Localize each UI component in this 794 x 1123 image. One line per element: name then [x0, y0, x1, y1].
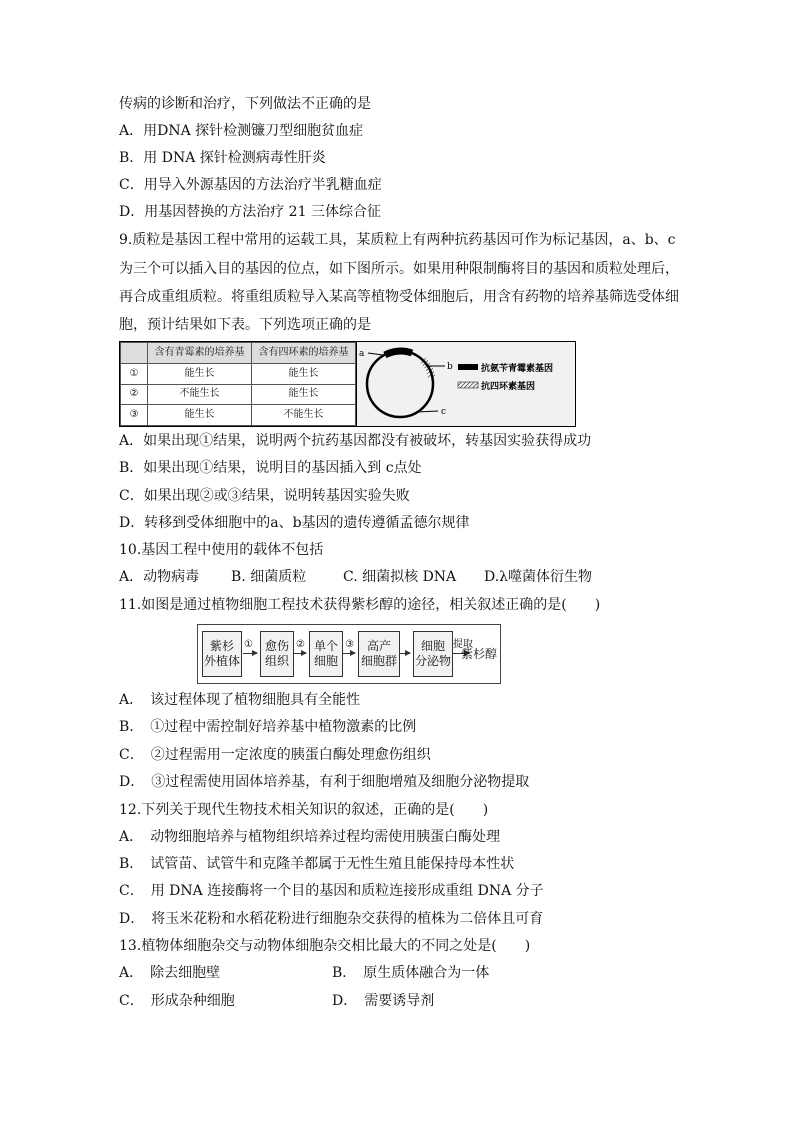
flow-node-cell-population: 高产 细胞群 [358, 631, 400, 677]
flow-node-single-cell: 单个 细胞 [309, 631, 343, 677]
q11-stem: 11.如图是通过植物细胞工程技术获得紫杉醇的途径，相关叙述正确的是( ) [119, 597, 601, 613]
q13-option-a: A． 除去细胞壁 [119, 965, 221, 981]
q8-option-b: B．用 DNA 探针检测病毒性肝炎 [119, 150, 326, 166]
flow-node-explant: 紫杉 外植体 [202, 631, 242, 677]
tet-gene-segment [423, 360, 432, 378]
flow-extract-label: 提取 [453, 639, 473, 650]
table-cell: ② [121, 384, 148, 405]
legend-tet-swatch [458, 382, 478, 388]
site-a-label: a [359, 349, 365, 359]
table-cell: 不能生长 [252, 405, 356, 426]
q8-stem: 传病的诊断和治疗，下列做法不正确的是 [119, 96, 371, 112]
flow-node-secretion: 细胞 分泌物 [413, 631, 453, 677]
plasmid-diagram [357, 342, 575, 426]
flow-arrow [294, 653, 306, 654]
legend-amp-label: 抗氨苄青霉素基因 [481, 364, 554, 374]
q9-stem-line: 胞，预计结果如下表。下列选项正确的是 [119, 317, 371, 333]
q9-option-a: A．如果出现①结果，说明两个抗药基因都没有被破坏，转基因实验获得成功 [119, 433, 592, 449]
flow-arrow [343, 653, 355, 654]
flow-step-2: ② [296, 639, 305, 650]
table-cell: 能生长 [252, 384, 356, 405]
q9-stem-line: 再合成重组质粒。将重组质粒导入某高等植物受体细胞后，用含有药物的培养基筛选受体细 [119, 289, 679, 305]
flow-node-callus: 愈伤 组织 [260, 631, 294, 677]
q10-stem: 10.基因工程中使用的载体不包括 [119, 542, 324, 558]
q8-option-d: D．用基因替换的方法治疗 21 三体综合征 [119, 204, 381, 220]
q12-option-b: B． 试管苗、试管牛和克隆羊都属于无性生殖且能保持母本性状 [119, 856, 515, 872]
q9-stem-line: 9.质粒是基因工程中常用的运载工具，某质粒上有两种抗药基因可作为标记基因，a、b、c [119, 232, 676, 248]
table-cell: 不能生长 [148, 384, 252, 405]
q12-stem: 12.下列关于现代生物技术相关知识的叙述，正确的是( ) [119, 802, 489, 818]
q8-option-c: C．用导入外源基因的方法治疗半乳糖血症 [119, 177, 382, 193]
flow-product: 紫杉醇 [461, 647, 498, 661]
table-row [121, 363, 356, 384]
q13-option-d: D． 需要诱导剂 [332, 993, 435, 1009]
q9-option-b: B．如果出现①结果，说明目的基因插入到 c点处 [119, 460, 422, 476]
q13-option-b: B． 原生质体融合为一体 [332, 965, 490, 981]
q13-stem: 13.植物体细胞杂交与动物体细胞杂交相比最大的不同之处是( ) [119, 938, 531, 954]
table-cell: ① [121, 363, 148, 384]
q10-option-b: B. 细菌质粒 [231, 569, 307, 585]
flow-arrow [243, 653, 257, 654]
q12-option-d: D． 将玉米花粉和水稻花粉进行细胞杂交获得的植株为二倍体且可育 [119, 911, 544, 927]
table-cell: 能生长 [148, 405, 252, 426]
table-cell: 能生长 [148, 363, 252, 384]
q13-option-c: C． 形成杂种细胞 [119, 993, 235, 1009]
flow-step-1: ① [244, 639, 253, 650]
q10-option-d: D.λ噬菌体衍生物 [484, 569, 593, 585]
q9-plasmid-figure [356, 341, 576, 427]
q9-results-table [119, 341, 357, 427]
q12-option-a: A． 动物细胞培养与植物组织培养过程均需使用胰蛋白酶处理 [119, 829, 501, 845]
q10-options-row [119, 567, 619, 587]
q11-option-c: C． ②过程需用一定浓度的胰蛋白酶处理愈伤组织 [119, 747, 431, 763]
q10-option-c: C. 细菌拟核 DNA [343, 569, 457, 585]
table-header-cell: 含有青霉素的培养基 [148, 343, 252, 364]
legend-tet-label: 抗四环素基因 [481, 382, 536, 392]
table-cell: 能生长 [252, 363, 356, 384]
q11-option-b: B． ①过程中需控制好培养基中植物激素的比例 [119, 719, 417, 735]
table-header-cell: 含有四环素的培养基 [252, 343, 356, 364]
q10-option-a: A．动物病毒 [119, 569, 200, 585]
q8-option-a: A．用DNA 探针检测镰刀型细胞贫血症 [119, 123, 364, 139]
site-b-label: b [447, 362, 453, 372]
q11-option-d: D． ③过程需使用固体培养基，有利于细胞增殖及细胞分泌物提取 [119, 774, 530, 790]
table-row [121, 405, 356, 426]
legend-amp-swatch [458, 364, 478, 370]
table-cell: ③ [121, 405, 148, 426]
q11-option-a: A． 该过程体现了植物细胞具有全能性 [119, 692, 361, 708]
q9-option-c: C．如果出现②或③结果，说明转基因实验失败 [119, 488, 410, 504]
site-c-label: c [441, 407, 447, 417]
q12-option-c: C． 用 DNA 连接酶将一个目的基因和质粒连接形成重组 DNA 分子 [119, 883, 544, 899]
table-header-cell [121, 343, 148, 364]
site-a-pointer [368, 353, 383, 355]
q9-stem-line: 为三个可以插入目的基因的位点，如下图所示。如果用种限制酶将目的基因和质粒处理后， [119, 261, 679, 277]
flow-step-3: ③ [345, 639, 354, 650]
q11-flow-diagram [197, 624, 501, 684]
amp-gene-segment [385, 351, 412, 355]
flow-arrow [400, 653, 410, 654]
q9-option-d: D．转移到受体细胞中的a、b基因的遗传遵循孟德尔规律 [119, 515, 470, 531]
table-row [121, 384, 356, 405]
